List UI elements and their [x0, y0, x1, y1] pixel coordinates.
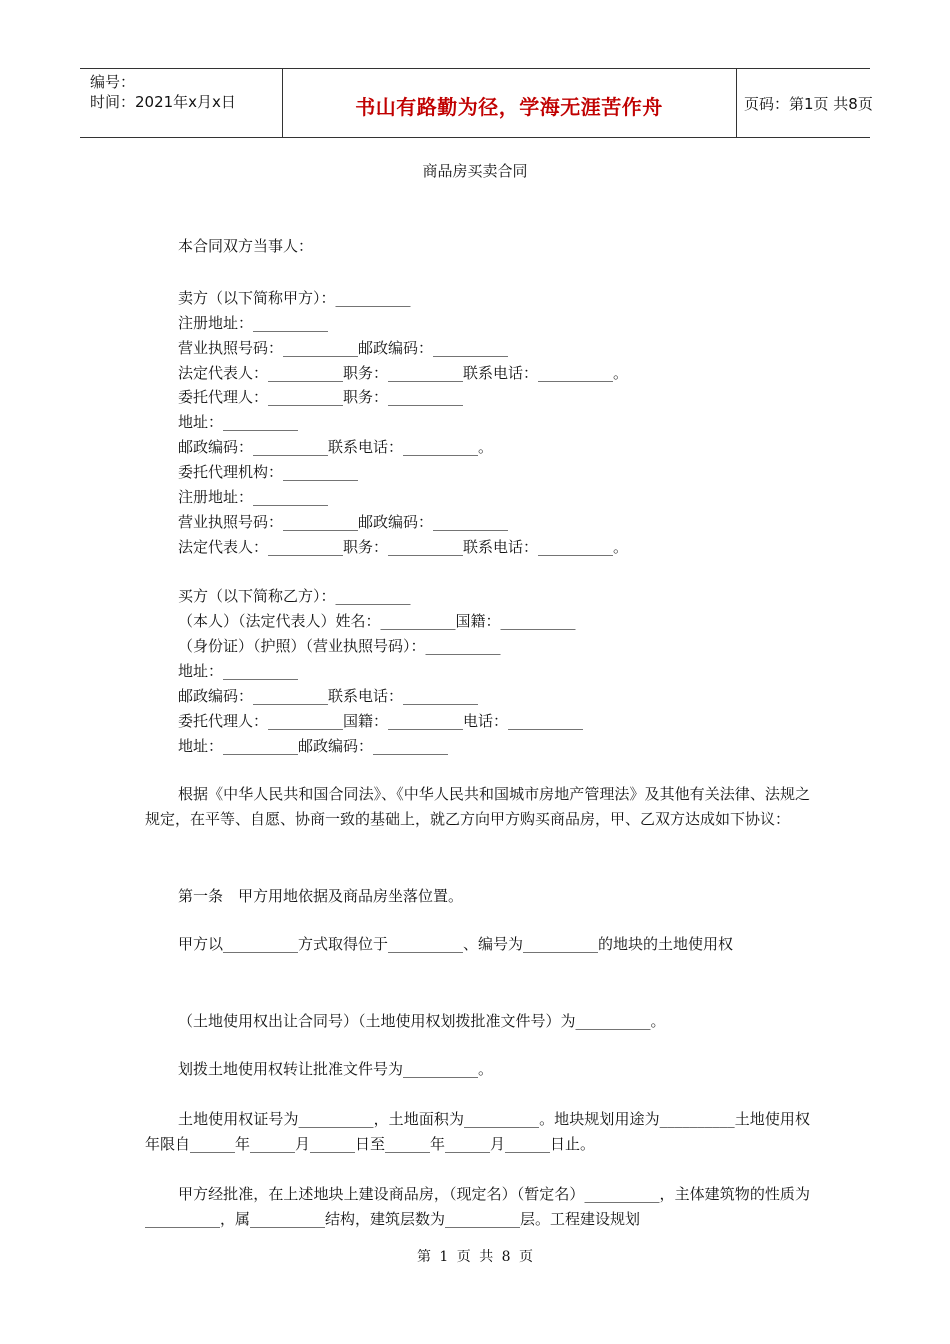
basis-paragraph: 根据《中华人民共和国合同法》、《中华人民共和国城市房地产管理法》及其他有关法律、法规之规定，在平等、自愿、协商一致的基础上，就乙方向甲方购买商品房，甲、乙双方达成如下协议： — [145, 785, 810, 828]
time-label: 时间：2021年x月x日 — [90, 93, 236, 111]
seller-line: 营业执照号码：__________邮政编码：__________ — [178, 339, 509, 357]
buyer-line: （本人）（法定代表人）姓名：__________国籍：__________ — [178, 612, 576, 630]
seller-line: 法定代表人：__________职务：__________联系电话：__________。 — [178, 538, 629, 556]
header-meta-cell — [80, 69, 283, 137]
seller-line: 卖方（以下简称甲方）：__________ — [178, 289, 411, 307]
header-motto-cell — [282, 69, 737, 137]
contract-number-line: （土地使用权出让合同号）（土地使用权划拨批准文件号）为__________。 — [178, 1012, 666, 1030]
buyer-line: （身份证）（护照）（营业执照号码）：__________ — [178, 637, 501, 655]
seller-line: 法定代表人：__________职务：__________联系电话：__________。 — [178, 364, 629, 382]
code-label: 编号： — [90, 73, 136, 91]
buyer-line: 地址：__________邮政编码：__________ — [178, 737, 449, 755]
land-right-line: 甲方以__________方式取得位于__________、编号为__________的地块的土地使用权 — [178, 935, 734, 953]
document-header — [80, 68, 873, 138]
motto-text: 书山有路勤为径，学海无涯苦作舟 — [355, 95, 663, 119]
buyer-line: 委托代理人：__________国籍：__________电话：__________ — [178, 712, 584, 730]
parties-intro: 本合同双方当事人： — [178, 237, 314, 255]
transfer-approval-line: 划拨土地使用权转让批准文件号为__________。 — [178, 1060, 494, 1078]
building-paragraph: 甲方经批准，在上述地块上建设商品房，（现定名）（暂定名）__________，主体建筑物的性质为__________，属__________结构，建筑层数为__________层。工程建设规划 — [145, 1185, 810, 1228]
seller-line: 营业执照号码：__________邮政编码：__________ — [178, 513, 509, 531]
seller-line: 委托代理机构：__________ — [178, 463, 359, 481]
buyer-line: 邮政编码：__________联系电话：__________ — [178, 687, 479, 705]
document-title: 商品房买卖合同 — [422, 162, 528, 180]
seller-line: 地址：__________ — [178, 413, 299, 431]
buyer-line: 地址：__________ — [178, 662, 299, 680]
seller-line: 注册地址：__________ — [178, 488, 329, 506]
buyer-line: 买方（以下简称乙方）：__________ — [178, 587, 411, 605]
header-page-info: 页码：第1页 共8页 — [744, 95, 873, 113]
header-page-cell — [736, 69, 873, 137]
seller-line: 委托代理人：__________职务：__________ — [178, 388, 464, 406]
article-1-title: 第一条 甲方用地依据及商品房坐落位置。 — [178, 887, 464, 905]
seller-line: 注册地址：__________ — [178, 314, 329, 332]
certificate-paragraph: 土地使用权证号为__________，土地面积为__________。地块规划用途为__________土地使用权年限自______年______月______日至______年______月______日止。 — [145, 1110, 810, 1153]
page-footer: 第 1 页 共 8 页 — [416, 1249, 534, 1265]
seller-line: 邮政编码：__________联系电话：__________。 — [178, 438, 494, 456]
